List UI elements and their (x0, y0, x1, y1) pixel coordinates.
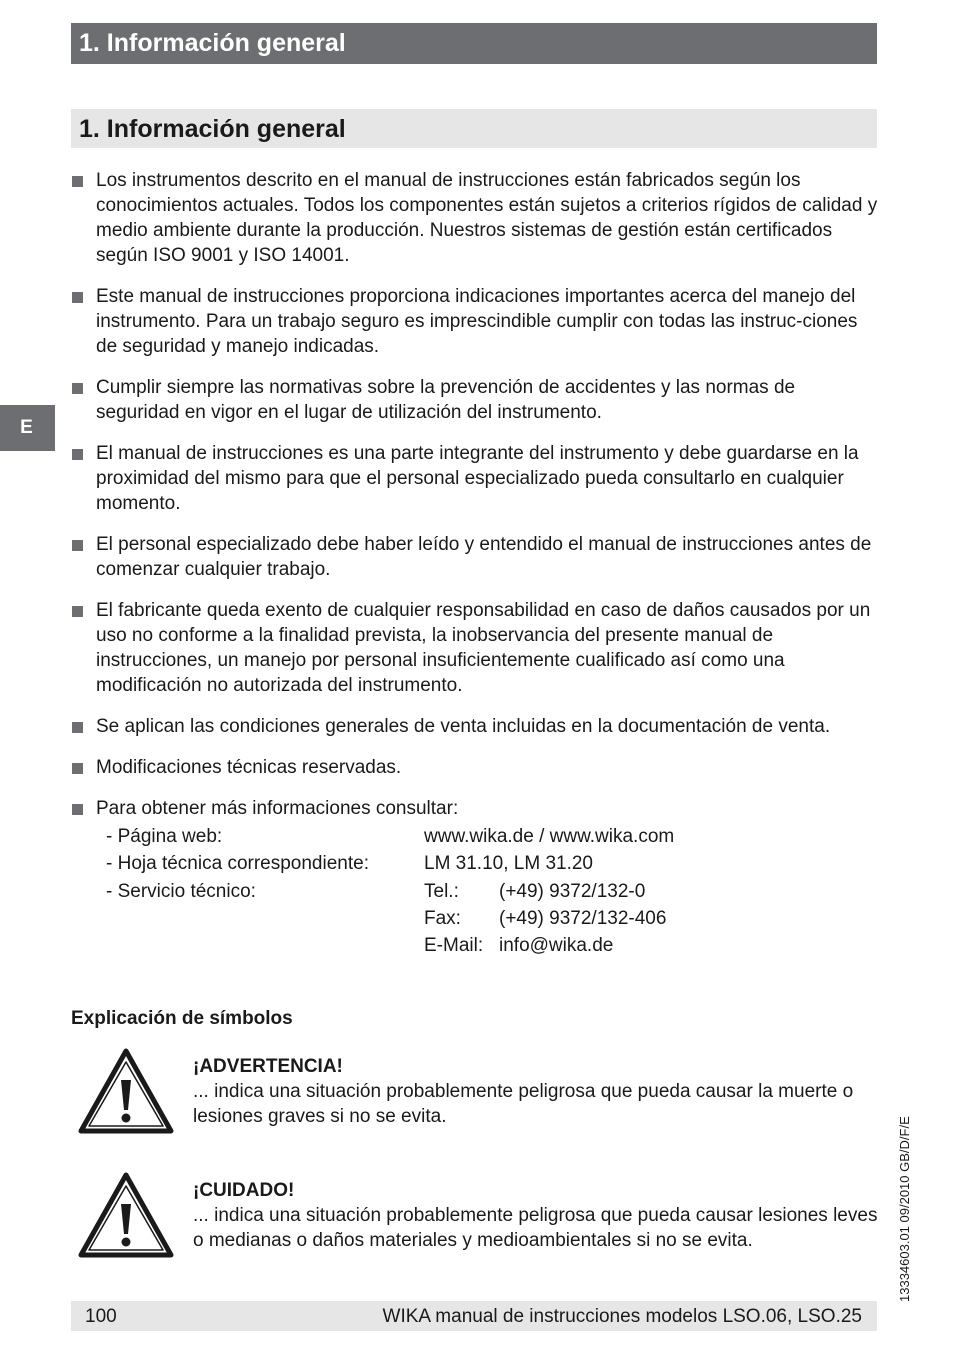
table-row (96, 823, 881, 850)
info-value: info@wika.de (499, 935, 614, 957)
bullet-square-icon (72, 763, 83, 774)
info-label (96, 905, 424, 932)
list-item (71, 532, 881, 582)
info-value: LM 31.10, LM 31.20 (424, 853, 593, 875)
list-item (71, 441, 881, 516)
contact-info-table (96, 823, 881, 959)
table-row (96, 932, 881, 959)
bullet-list (71, 168, 881, 959)
list-item (71, 598, 881, 698)
info-key: Fax: (424, 907, 461, 929)
warning-triangle-icon (78, 1172, 174, 1258)
bullet-square-icon (72, 540, 83, 551)
section-heading-bar (71, 109, 877, 148)
list-item (71, 375, 881, 425)
list-item-text: El personal especializado debe haber leído y entendido el manual de instrucciones antes de comenzar cualquier trabajo. (96, 534, 872, 580)
list-item (71, 284, 881, 359)
list-item-text: El fabricante queda exento de cualquier responsabilidad en caso de daños causados por un uso no conforme a la finalidad prevista, la inobservancia del presente manual de instrucciones, un manejo por personal insuficientemente cualificado así como una modificación no autorizada del instrumento. (96, 600, 871, 696)
language-tab (0, 405, 55, 451)
page-header-title: 1. Información general (79, 29, 346, 57)
info-label: - Página web: (106, 826, 223, 847)
caution-description: ... indica una situación probablemente peligrosa que pueda causar lesiones leves o medianas o daños materiales y medioambientales si no se evita. (193, 1205, 878, 1251)
info-label: - Servicio técnico: (106, 880, 256, 902)
warning-description: ... indica una situación probablemente peligrosa que pueda causar la muerte o lesiones graves si no se evita. (193, 1081, 854, 1127)
list-item-text: Este manual de instrucciones proporciona indicaciones importantes acerca del manejo del instrumento. Para un trabajo seguro es imprescindible cumplir con todas las instruc-ciones de seguridad y manejo indicadas. (96, 286, 858, 357)
caution-text (193, 1178, 883, 1253)
info-value: (+49) 9372/132-0 (499, 880, 646, 902)
document-code: 13334603.01 09/2010 GB/D/F/E (897, 1116, 912, 1302)
list-item (71, 714, 881, 739)
table-row (96, 905, 881, 932)
bullet-square-icon (72, 449, 83, 460)
info-value: (+49) 9372/132-406 (499, 907, 667, 929)
bullet-square-icon (72, 176, 83, 187)
list-item-text: Para obtener más informaciones consultar: (96, 798, 459, 819)
language-tab-label: E (20, 417, 33, 438)
list-item-text: Los instrumentos descrito en el manual de instrucciones están fabricados según los conocimientos actuales. Todos los componentes están sujetos a criterios rígidos de calidad y medio ambiente durante la producción. Nuestros sistemas de gestión están certificados según ISO 9001 y ISO 14001. (96, 170, 878, 266)
list-item-text: Cumplir siempre las normativas sobre la prevención de accidentes y las normas de seguridad en vigor en el lugar de utilización del instrumento. (96, 377, 796, 423)
footer-title: WIKA manual de instrucciones modelos LSO.06, LSO.25 (382, 1306, 862, 1327)
list-item (71, 168, 881, 268)
warning-text (193, 1054, 883, 1129)
list-item-text: Modificaciones técnicas reservadas. (96, 757, 402, 778)
bullet-square-icon (72, 722, 83, 733)
bullet-square-icon (72, 383, 83, 394)
section-title: 1. Información general (79, 115, 346, 143)
warning-title: ¡ADVERTENCIA! (193, 1056, 343, 1077)
info-label (96, 932, 424, 959)
list-item-text: El manual de instrucciones es una parte integrante del instrumento y debe guardarse en la proximidad del mismo para que el personal especializado pueda consultarlo en cualquier momento. (96, 443, 859, 514)
list-item (71, 796, 881, 959)
info-label: - Hoja técnica correspondiente: (106, 853, 369, 875)
list-item (71, 755, 881, 780)
page-number: 100 (85, 1306, 117, 1327)
bullet-square-icon (72, 292, 83, 303)
bullet-square-icon (72, 606, 83, 617)
bullet-square-icon (72, 804, 83, 815)
info-key: Tel.: (424, 880, 459, 902)
info-key: E-Mail: (424, 935, 484, 957)
page-footer (71, 1301, 877, 1331)
table-row (96, 850, 881, 877)
warning-triangle-icon (78, 1048, 174, 1134)
page-header-bar (71, 23, 877, 64)
info-value: www.wika.de / www.wika.com (424, 826, 675, 847)
table-row (96, 878, 881, 905)
symbols-heading: Explicación de símbolos (71, 1008, 293, 1029)
list-item-text: Se aplican las condiciones generales de venta incluidas en la documentación de venta. (96, 716, 831, 737)
caution-title: ¡CUIDADO! (193, 1180, 295, 1201)
